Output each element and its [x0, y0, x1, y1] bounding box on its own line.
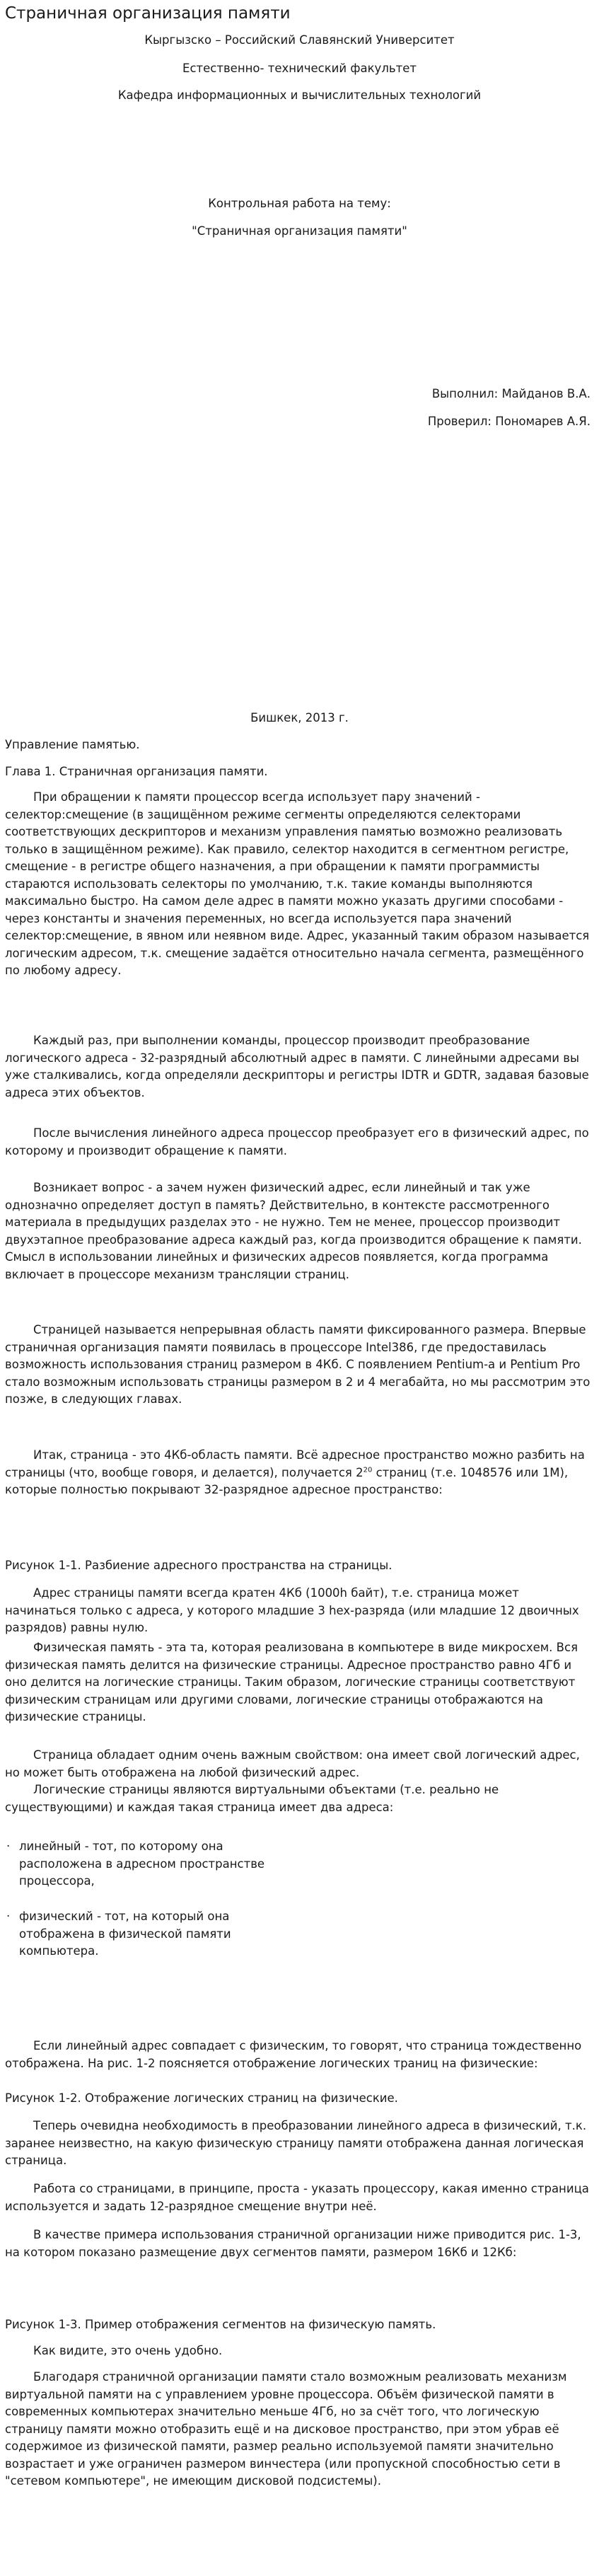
document-title: Страничная организация памяти: [5, 4, 291, 23]
figure-caption-2: Рисунок 1-2. Отображение логических страниц на физические.: [5, 2091, 398, 2105]
paragraph-14: В качестве примера использования страничной организации ниже приводится рис. 1-3, на котором показано размещение двух сегментов памяти, размером 16Кб и 12Кб:: [5, 2228, 581, 2259]
paragraph-15: Как видите, это очень удобно.: [33, 2344, 223, 2357]
list-item-linear: · линейный - тот, по которому она расположена в адресном пространстве процессора,: [6, 1839, 265, 1888]
faculty-name: Естественно- технический факультет: [182, 62, 417, 75]
department-name: Кафедра информационных и вычислительных технологий: [117, 88, 482, 102]
bullet-marker: ·: [6, 1910, 11, 1923]
university-name: Кыргызско – Российский Славянский Университет: [144, 33, 455, 47]
checked-by: Проверил: Пономарев А.Я.: [427, 415, 591, 428]
paragraph-12: Теперь очевидна необходимость в преобразовании линейного адреса в физический, т.к. заранее неизвестно, на какую физическую страницу памяти отображена данная логическая страница.: [5, 2119, 587, 2167]
paragraph-16: Благодаря страничной организации памяти стало возможным реализовать механизм виртуальной памяти на с управлением уровне процессора. Объём физической памяти в современных компьютерах значительно меньше 4Гб, но за счёт того, что логическую страницу памяти можно отобразить ещё и на дисковое пространство, при этом убрав её содержимое из физической памяти, размер реально используемой памяти значительно возрастает и уже ограничен размером винчестера (или пропускной способностью сети в "сетевом компьютере", не имеющим дисковой подсистемы).: [5, 2370, 567, 2488]
performed-by: Выполнил: Майданов В.А.: [431, 387, 591, 400]
work-type: Контрольная работа на тему:: [208, 197, 391, 210]
section-heading: Управление памятью.: [5, 738, 140, 751]
figure-caption-1: Рисунок 1-1. Разбиение адресного пространства на страницы.: [5, 1559, 392, 1572]
paragraph-3: После вычисления линейного адреса процессор преобразует его в физический адрес, по которому и производит обращение к памяти.: [5, 1126, 589, 1157]
paragraph-13: Работа со страницами, в принципе, проста - указать процессору, какая именно страница используется и задать 12-разрядное смещение внутри неё.: [5, 2182, 589, 2213]
paragraph-6: Итак, страница - это 4Кб-область памяти. Всё адресное пространство можно разбить на страницы (что, вообще говоря, и делается), получается $2^{20}$ страниц (т.е. 1048576 или 1М), которые полностью покрывают 32-разрядное адресное пространство:: [5, 1448, 585, 1496]
power-superscript: 20: [363, 1466, 373, 1474]
work-topic: "Страничная организация памяти": [192, 224, 407, 238]
figure-caption-3: Рисунок 1-3. Пример отображения сегментов на физическую память.: [5, 2318, 436, 2331]
paragraph-4: Возникает вопрос - а зачем нужен физический адрес, если линейный и так уже однозначно определяет доступ в память? Действительно, в контексте рассмотренного материала в предыдущих разделах это - не нужно. Тем не менее, процессор производит двухэтапное преобразование адреса каждый раз, когда производится обращение к памяти. Смысл в использовании линейных и физических адресов появляется, когда программа включает в процессоре механизм трансляции страниц.: [5, 1181, 582, 1281]
paragraph-7: Адрес страницы памяти всегда кратен 4Кб (1000h байт), т.е. страница может начинаться только с адреса, у которого младшие 3 hex-разряда (или младшие 12 двоичных разрядов) равны нулю.: [5, 1586, 579, 1634]
bullet-marker: ·: [6, 1839, 11, 1853]
paragraph-2: Каждый раз, при выполнении команды, процессор производит преобразование логического адреса - 32-разрядный абсолютный адрес в памяти. С линейными адресами вы уже сталкивались, когда определяли дескрипторы и регистры IDTR и GDTR, задавая базовые адреса этих объектов.: [5, 1034, 589, 1099]
city-year: Бишкек, 2013 г.: [250, 711, 349, 724]
chapter-heading: Глава 1. Страничная организация памяти.: [5, 765, 268, 778]
paragraph-11: Если линейный адрес совпадает с физическим, то говорят, что страница тождественно отображена. На рис. 1-2 поясняется отображение логических траниц на физические:: [5, 2039, 582, 2070]
list-item-physical: · физический - тот, на который она отображена в физической памяти компьютера.: [6, 1910, 231, 1958]
paragraph-8: Физическая память - эта та, которая реализована в компьютере в виде микросхем. Вся физическая память делится на физические страницы. Адресное пространство равно 4Гб и оно делится на логические страницы. Таким образом, логические страницы соответствуют физическим страницам или другими словами, логические страницы отображаются на физические страницы.: [5, 1641, 578, 1723]
paragraph-10: Логические страницы являются виртуальными объектами (т.е. реально не существующими) и каждая такая страница имеет два адреса:: [5, 1783, 499, 1814]
paragraph-9: Страница обладает одним очень важным свойством: она имеет свой логический адрес, но может быть отображена на любой физический адрес.: [5, 1748, 580, 1779]
paragraph-5: Страницей называется непрерывная область памяти фиксированного размера. Впервые страничная организация памяти появилась в процессоре Intel386, где предоставилась возможность использования страниц размером в 4Кб. С появлением Pentium-а и Pentium Pro стало возможным использовать страницы размером в 2 и 4 мегабайта, но мы рассмотрим это позже, в следующих главах.: [5, 1323, 591, 1406]
paragraph-1: При обращении к памяти процессор всегда использует пару значений - селектор:смещение (в защищённом режиме сегменты определяются селекторами соответствующих дескрипторов и механизм управления памятью возможно реализовать только в защищённом режиме). Как правило, селектор находится в сегментном регистре, смещение - в регистре общего назначения, а при обращении к памяти программисты стараются использовать селекторы по умолчанию, т.к. такие команды выполняются максимально быстро. На самом деле адрес в памяти можно указать другими способами - через константы и значения переменных, но всегда используется пара значений селектор:смещение, в явном или неявном виде. Адрес, указанный таким образом называется логическим адресом, т.к. смещение задаётся относительно начала сегмента, размещённого по любому адресу.: [5, 790, 590, 977]
